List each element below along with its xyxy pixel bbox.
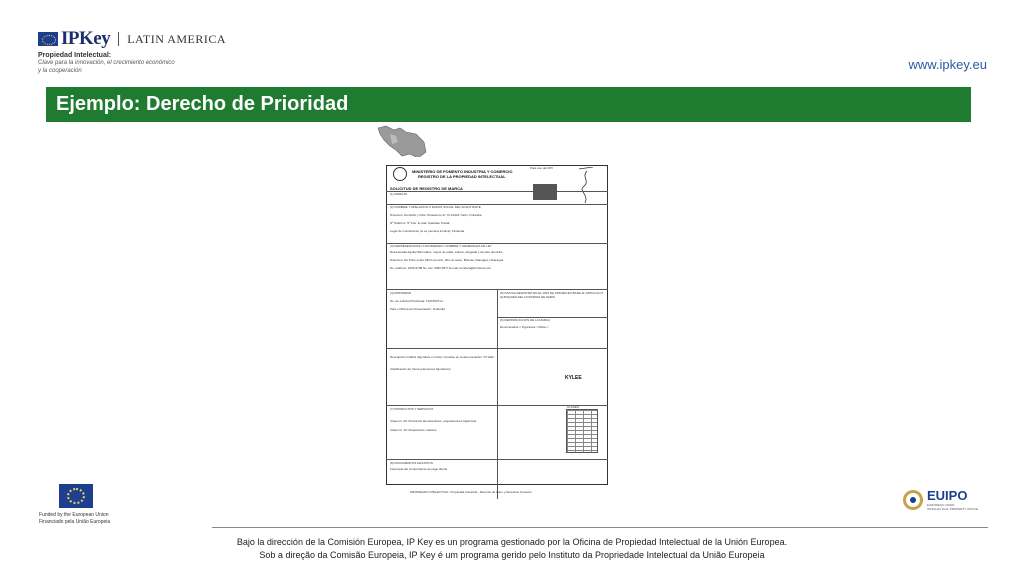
trademark-application-scan: MINISTERIO DE FOMENTO INDUSTRIA Y COMERCIO REGISTRO DE LA PROPIEDAD INTELECTUAL Para uso del RPI SOLICITUD DE REGISTRO DE MARCA (1) MARCAS (2) NOMBRE Y APELLIDOS O RAZON SOCIAL DEL SOLICITANTE Dirección, Domicilio y País: Paraviento 47, FI-20101 Turku, Finlandia Nº Teléfono: Nº Fax: E-mail: Apartado Postal: Lugar de Constitución (si es persona jurídica): Finlandia (3) REPRESENTANTE O APODERADO: NOMBRE Y GENERALES DE LEY Rosa Amalia Aguilar Bermúdez, mayor de edad, soltera, abogada y de este domicilio Dirección: De Price smart 180m al norte, 20m al oeste, Bolonia, Managua, Nicaragua No. teléfono: 2266-9708 No. fax: 2266-5577 E-mail: bondera@bondera.com (4) PRIORIDAD (5) INVOCA REGISTRO EN EL PAIS DE ORIGEN EN BASE AL ARTICULO 6 QUINQUIES DEL CONVENIO DE PARIS Pais u Oficina de Presentación: Finlandia No. de solicitud Prioritaria: T201650714 (6) REPRODUCCION DE LA MARCA Denominativa □ Figurativa □ Mixta □ Descripción Gráfica (figurativa o mixta): Consiste en la denominación "KYLEE" Clasificación de Viena (elementos figurativos) KYLEE (7) PRODUCTOS Y SERVICIOS Clase Int. 09: Productos farmacéuticos, preparaciones higiénicas Clase Int. 10: Dispositivos médicos CLASES (8) DOCUMENTOS ADJUNTOS Fotocopia del comprobante de pago tiberia PROPIEDAD INTELECTUAL: Propiedad industrial - Derecho de Autor y Derechos Conexos	[370, 157, 620, 500]
doc-heading-2: REGISTRO DE LA PROPIEDAD INTELECTUAL	[418, 174, 506, 179]
doc-heading-1: MINISTERIO DE FOMENTO INDUSTRIA Y COMERCIO	[412, 169, 513, 174]
doc-mark-name: KYLEE	[565, 375, 582, 381]
footer-line-1: Bajo la dirección de la Comisión Europea, IP Key es un programa gestionado por la Oficina de Propiedad Intelectual de la Unión Europea.	[236, 537, 788, 547]
doc-section-4: (4) PRIORIDAD	[390, 291, 412, 295]
euipo-name: EUIPO	[927, 488, 968, 503]
ipkey-logo	[38, 28, 238, 75]
doc-priority-country: Pais u Oficina de Presentación: Finlandia	[390, 307, 445, 311]
doc-section-5: (5) INVOCA REGISTRO EN EL PAIS DE ORIGEN EN BASE AL ARTICULO 6 QUINQUIES DEL CONVENIO DE PARIS	[500, 291, 604, 299]
site-url: www.ipkey.eu	[908, 57, 987, 72]
region-label: LATIN AMERICA	[127, 31, 227, 46]
euipo-logo	[903, 488, 989, 511]
euipo-sub-1: EUROPEAN UNION	[927, 503, 955, 507]
map-silhouette-icon	[376, 124, 428, 160]
eu-flag-icon	[59, 484, 93, 508]
doc-footer: PROPIEDAD INTELECTUAL: Propiedad industrial - Derecho de Autor y Derechos Conexos	[410, 490, 532, 494]
eu-funded-text-2: Financiado pela União Europeia	[39, 519, 111, 525]
signature-icon	[575, 167, 597, 207]
doc-classes-header: CLASES	[567, 405, 579, 409]
doc-section-8: (8) DOCUMENTOS ADJUNTOS	[390, 461, 433, 465]
doc-office-use: Para uso del RPI	[530, 166, 553, 170]
doc-mark-description: Descripción Gráfica (figurativa o mixta): Consiste en la denominación "KYLEE"	[390, 355, 495, 359]
doc-section-1: (1) MARCAS	[390, 192, 408, 196]
brand-divider	[118, 32, 119, 46]
doc-section-2: (2) NOMBRE Y APELLIDOS O RAZON SOCIAL DEL SOLICITANTE	[390, 205, 481, 209]
eu-funded-logo	[39, 484, 119, 526]
barcode-stamp	[533, 184, 557, 200]
doc-form-title: SOLICITUD DE REGISTRO DE MARCA	[390, 186, 463, 191]
footer-line-2: Sob a direção da Comisão Europeia, IP Key é um programa gerido pelo Instituto da Propriedade Intelectual da União Europeia	[259, 550, 765, 560]
eu-funded-text-1: Funded by the European Union	[39, 512, 109, 518]
footer-divider	[212, 527, 988, 528]
doc-section-6: (6) REPRODUCCION DE LA MARCA	[500, 318, 551, 322]
government-emblem-icon	[393, 167, 407, 181]
euipo-emblem-icon	[903, 490, 923, 510]
slide-title: Ejemplo: Derecho de Prioridad	[56, 93, 349, 115]
classes-table	[566, 409, 598, 453]
logo-tagline-1: Clave para la innovación, el crecimiento económico	[38, 60, 175, 66]
eu-flag-icon	[38, 32, 58, 46]
brand-name: IPKey	[61, 28, 111, 49]
logo-tagline-2: y la cooperación	[38, 68, 82, 74]
euipo-sub-2: INTELLECTUAL PROPERTY OFFICE	[927, 507, 978, 511]
slide-title-bar	[46, 87, 971, 122]
logo-subtitle: Propiedad Intelectual:	[38, 52, 112, 59]
doc-section-3: (3) REPRESENTANTE O APODERADO: NOMBRE Y GENERALES DE LEY	[390, 244, 492, 248]
doc-section-7: (7) PRODUCTOS Y SERVICIOS	[390, 407, 434, 411]
